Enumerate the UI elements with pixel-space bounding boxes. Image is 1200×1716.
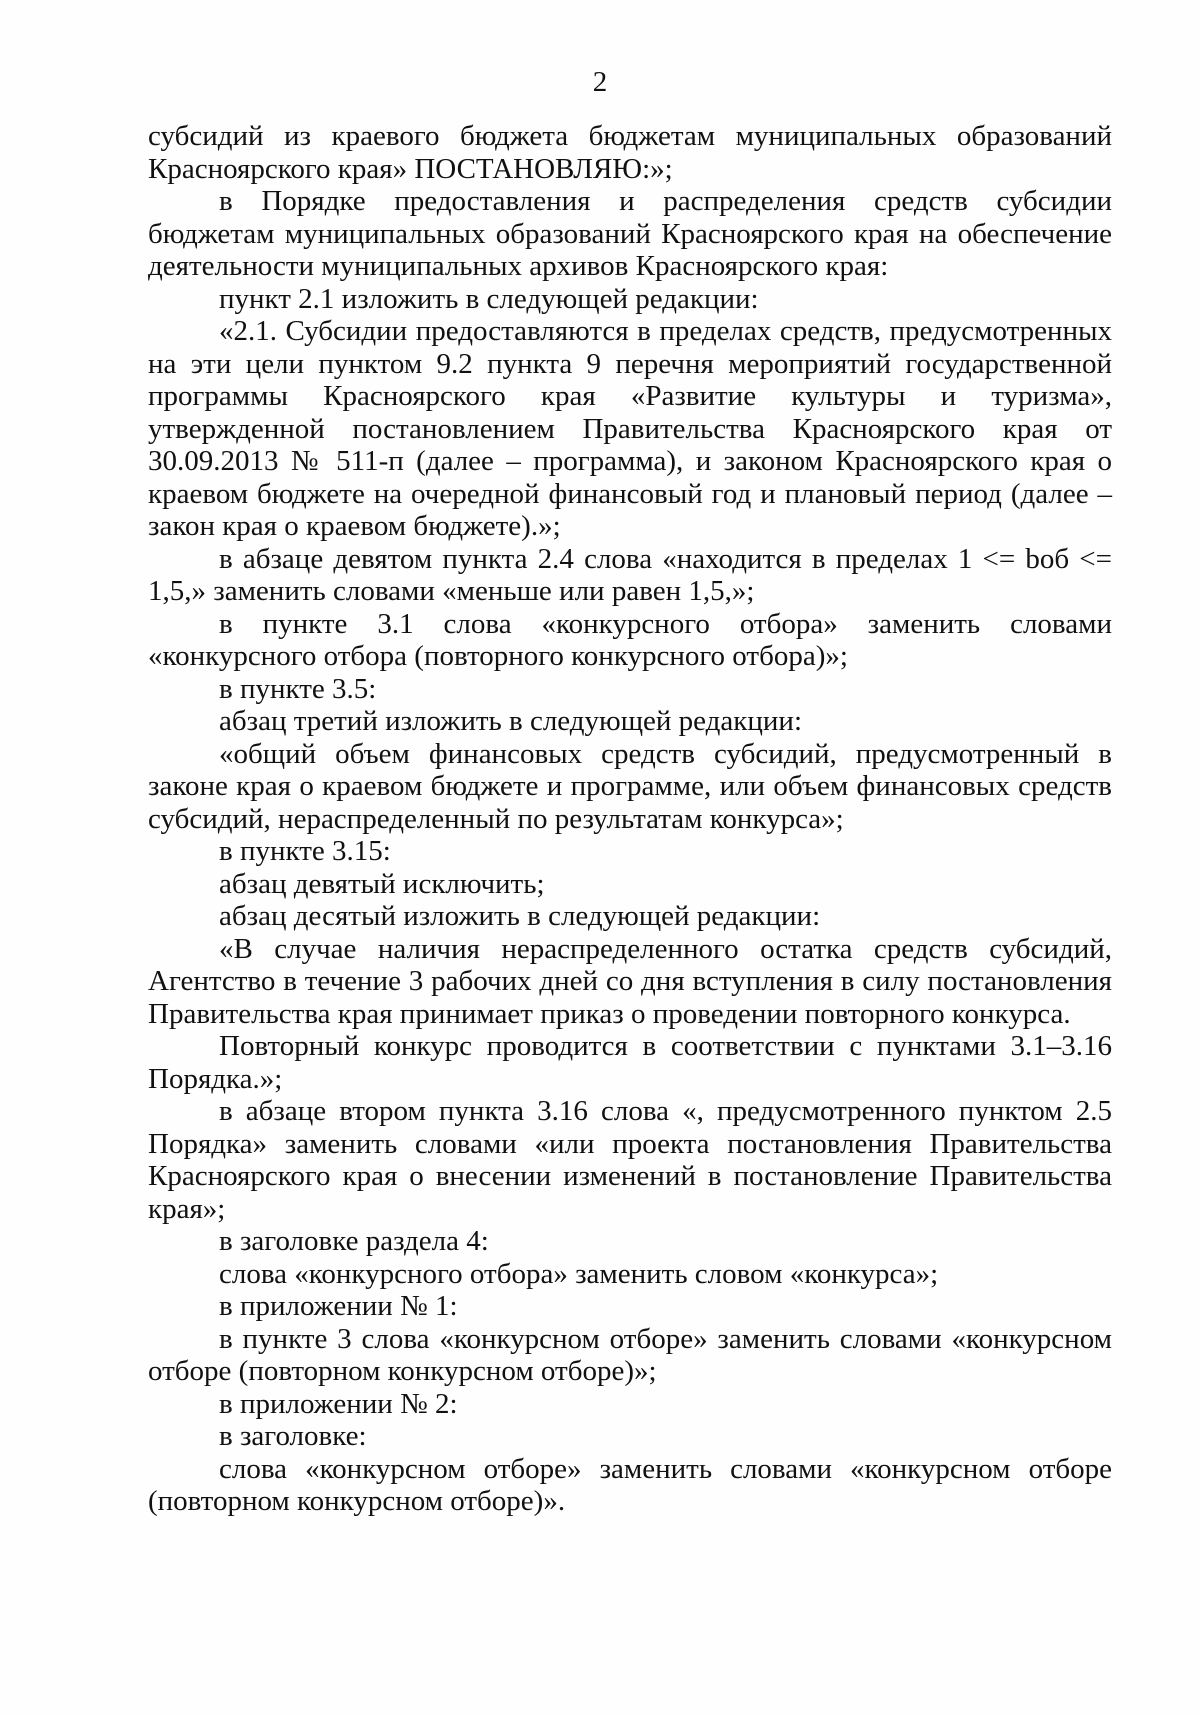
paragraph-3: пункт 2.1 изложить в следующей редакции: xyxy=(219,282,759,315)
paragraph-13: «В случае наличия нераспределенного остатка средств субсидий, Агентство в течение 3 рабочих дней со дня вступления в силу постановления Правительства края принимает приказ о проведении повторного конкурса. xyxy=(148,932,1112,1030)
paragraph-16: в заголовке раздела 4: xyxy=(219,1225,489,1257)
page-number: 2 xyxy=(592,66,608,98)
paragraph-19: в пункте 3 слова «конкурсном отборе» заменить словами «конкурсном отборе (повторном конкурсном отборе)»; xyxy=(148,1322,1112,1387)
paragraph-4: «2.1. Субсидии предоставляются в пределах средств, предусмотренных на эти цели пунктом 9.2 пункта 9 перечня мероприятий государственной программы Красноярского края «Развитие культуры и туризма», утвержденной постановлением Правительства Красноярского края от 30.09.2013 № 511-п (далее – программа), и законом Красноярского края о краевом бюджете на очередной финансовый год и плановый период (далее – закон края о краевом бюджете).»; xyxy=(148,315,1112,542)
paragraph-2: в Порядке предоставления и распределения средств субсидии бюджетам муниципальных образований Красноярского края на обеспечение деятельности муниципальных архивов Красноярского края: xyxy=(148,185,1112,282)
paragraph-14: Повторный конкурс проводится в соответствии с пунктами 3.1–3.16 Порядка.»; xyxy=(148,1030,1112,1095)
paragraph-5: в абзаце девятом пункта 2.4 слова «находится в пределах 1 <= bоб <= 1,5,» заменить словами «меньше или равен 1,5,»; xyxy=(148,542,1112,607)
paragraph-21: в заголовке: xyxy=(219,1420,367,1452)
paragraph-12: абзац десятый изложить в следующей редакции: xyxy=(219,900,821,932)
paragraph-7: в пункте 3.5: xyxy=(219,672,377,705)
paragraph-8: абзац третий изложить в следующей редакции: xyxy=(219,705,803,737)
paragraph-20: в приложении № 2: xyxy=(219,1387,458,1420)
paragraph-10: в пункте 3.15: xyxy=(219,835,391,867)
paragraph-9: «общий объем финансовых средств субсидий, предусмотренный в законе края о краевом бюджете и программе, или объем финансовых средств субсидий, нераспределенный по результатам конкурса»; xyxy=(148,737,1112,835)
paragraph-18: в приложении № 1: xyxy=(219,1290,458,1322)
paragraph-15: в абзаце втором пункта 3.16 слова «, предусмотренного пунктом 2.5 Порядка» заменить словами «или проекта постановления Правительства Красноярского края о внесении изменений в постановление Правительства края»; xyxy=(148,1095,1112,1225)
paragraph-11: абзац девятый исключить; xyxy=(219,867,545,900)
paragraph-22: слова «конкурсном отборе» заменить словами «конкурсном отборе (повторном конкурсном отборе)». xyxy=(148,1452,1112,1517)
paragraph-17: слова «конкурсного отбора» заменить словом «конкурса»; xyxy=(219,1257,939,1290)
paragraph-6: в пункте 3.1 слова «конкурсного отбора» заменить словами «конкурсного отбора (повторного конкурсного отбора)»; xyxy=(148,607,1112,672)
paragraph-1: субсидий из краевого бюджета бюджетам муниципальных образований Красноярского края» ПОСТАНОВЛЯЮ:»; xyxy=(148,120,1112,185)
document-body xyxy=(148,120,1112,1518)
